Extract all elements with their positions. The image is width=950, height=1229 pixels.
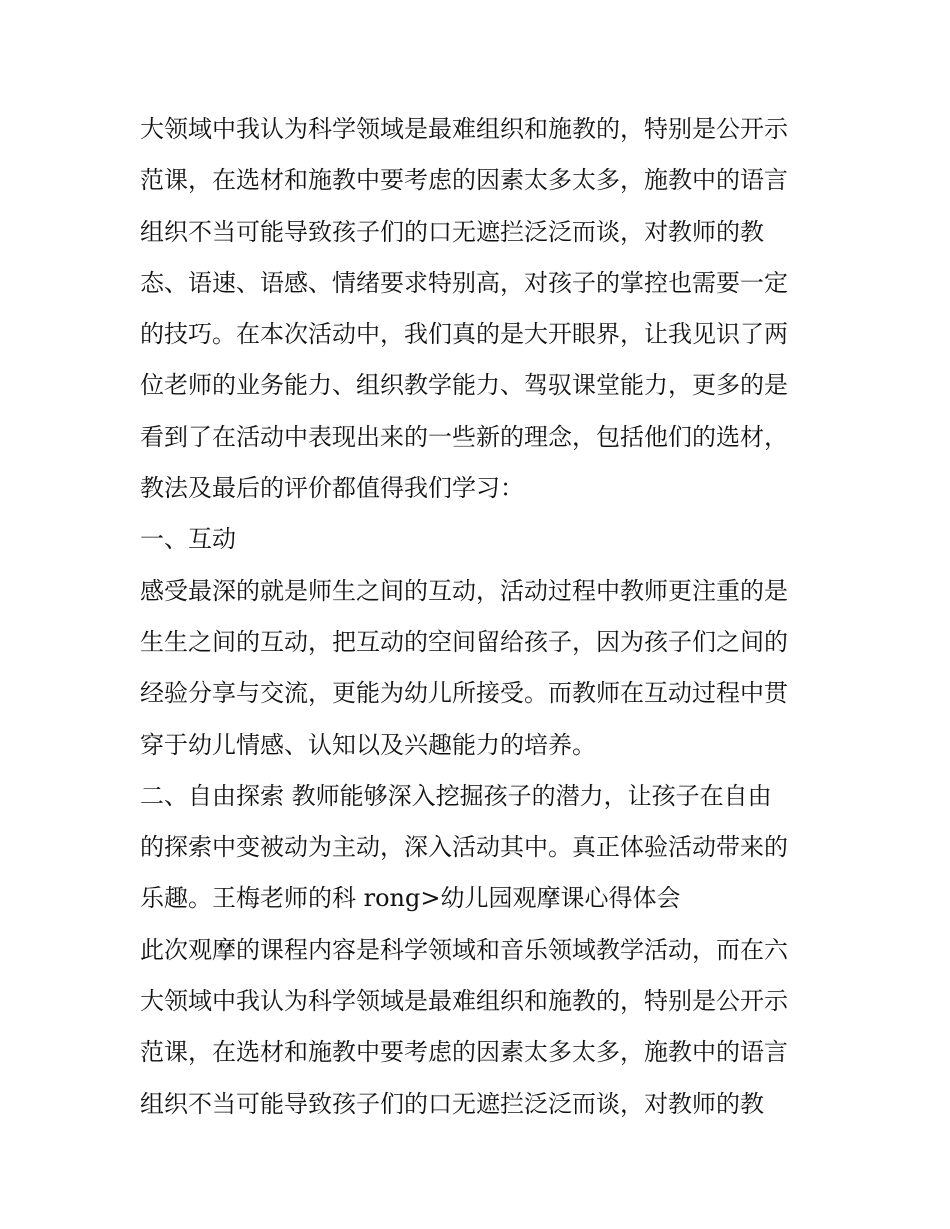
text-line: 经验分享与交流，更能为幼儿所接受。而教师在互动过程中贯 (140, 679, 788, 708)
text-line: 感受最深的就是师生之间的互动，活动过程中教师更注重的是 (140, 576, 788, 605)
section-heading-interaction: 一、互动 (140, 525, 236, 554)
text-line: 生生之间的互动，把互动的空间留给孩子，因为孩子们之间的 (140, 627, 788, 656)
text-line: 的技巧。在本次活动中，我们真的是大开眼界，让我见识了两 (140, 320, 788, 349)
text-line: 态、语速、语感、情绪要求特别高，对孩子的掌控也需要一定 (140, 268, 788, 297)
section-heading-free-exploration: 二、自由探索 教师能够深入挖掘孩子的潜力，让孩子在自由 (140, 781, 772, 810)
document-body (140, 104, 820, 1130)
text-line: 教法及最后的评价都值得我们学习： (140, 474, 524, 503)
text-line: 大领域中我认为科学领域是最难组织和施教的，特别是公开示 (140, 987, 788, 1016)
text-line: 组织不当可能导致孩子们的口无遮拦泛泛而谈，对教师的教 (140, 217, 764, 246)
text-line: 大领域中我认为科学领域是最难组织和施教的，特别是公开示 (140, 115, 788, 143)
text-line: 范课，在选材和施教中要考虑的因素太多太多，施教中的语言 (140, 166, 788, 195)
text-line: 此次观摩的课程内容是科学领域和音乐领域教学活动，而在六 (140, 935, 788, 964)
text-line: 位老师的业务能力、组织教学能力、驾驭课堂能力，更多的是 (140, 371, 788, 400)
text-line: 组织不当可能导致孩子们的口无遮拦泛泛而谈，对教师的教 (140, 1089, 764, 1118)
text-line: 范课，在选材和施教中要考虑的因素太多太多，施教中的语言 (140, 1038, 788, 1067)
text-line: 看到了在活动中表现出来的一些新的理念，包括他们的选材， (140, 422, 788, 451)
text-line: 乐趣。王梅老师的科 rong>幼儿园观摩课心得体会 (140, 884, 681, 913)
text-line: 穿于幼儿情感、认知以及兴趣能力的培养。 (140, 730, 596, 759)
text-line: 的探索中变被动为主动，深入活动其中。真正体验活动带来的 (140, 833, 788, 862)
